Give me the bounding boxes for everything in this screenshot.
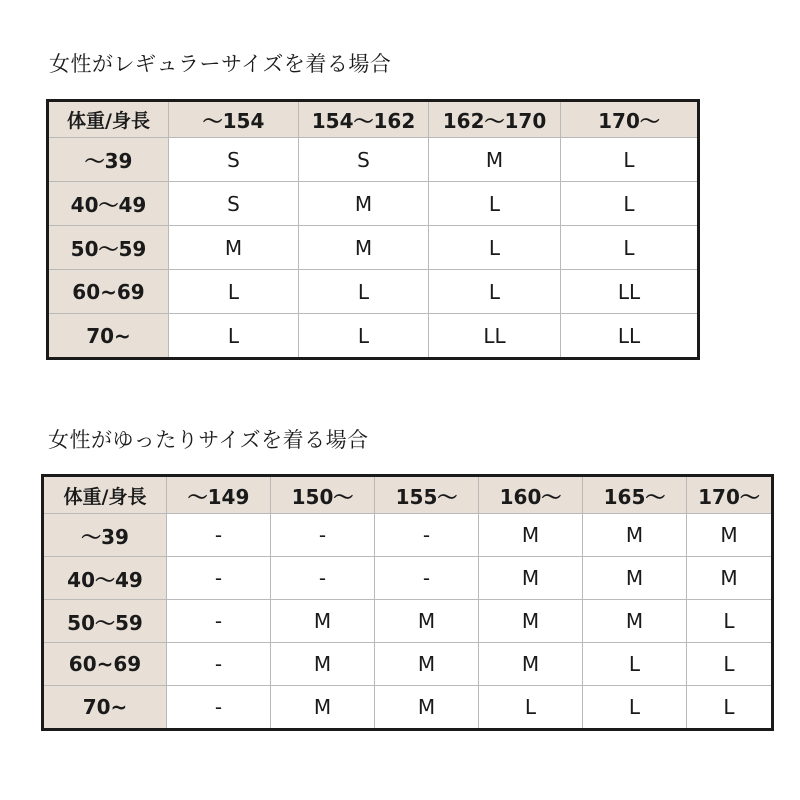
- height-header: 155〜: [375, 476, 479, 514]
- size-cell: -: [271, 557, 375, 600]
- table-row: [43, 643, 773, 686]
- size-cell: L: [429, 182, 561, 226]
- table-row: [43, 686, 773, 730]
- table-row: [48, 314, 699, 359]
- size-cell: M: [687, 514, 773, 557]
- size-cell: L: [687, 643, 773, 686]
- weight-label: 60~69: [48, 270, 169, 314]
- size-cell: L: [583, 643, 687, 686]
- table-row: [48, 226, 699, 270]
- height-header: 160〜: [479, 476, 583, 514]
- size-cell: -: [167, 686, 271, 730]
- size-cell: L: [299, 270, 429, 314]
- height-header: 165〜: [583, 476, 687, 514]
- size-cell: LL: [561, 270, 699, 314]
- weight-label: 50〜59: [43, 600, 167, 643]
- weight-label: 40〜49: [43, 557, 167, 600]
- size-cell: M: [375, 600, 479, 643]
- size-cell: L: [429, 270, 561, 314]
- weight-label: 60~69: [43, 643, 167, 686]
- weight-label: 40〜49: [48, 182, 169, 226]
- size-cell: L: [299, 314, 429, 359]
- size-cell: L: [169, 270, 299, 314]
- table-row: [48, 138, 699, 182]
- table-row: [48, 270, 699, 314]
- size-cell: M: [271, 600, 375, 643]
- size-cell: S: [169, 182, 299, 226]
- size-cell: M: [299, 182, 429, 226]
- size-cell: S: [169, 138, 299, 182]
- size-cell: M: [429, 138, 561, 182]
- size-cell: L: [583, 686, 687, 730]
- size-cell: L: [561, 226, 699, 270]
- size-cell: L: [561, 138, 699, 182]
- size-cell: M: [169, 226, 299, 270]
- weight-label: 70~: [43, 686, 167, 730]
- size-cell: L: [169, 314, 299, 359]
- table-row: [43, 514, 773, 557]
- loose-size-table: [41, 474, 774, 731]
- size-cell: -: [271, 514, 375, 557]
- weight-label: 50〜59: [48, 226, 169, 270]
- height-header: 〜149: [167, 476, 271, 514]
- size-cell: M: [299, 226, 429, 270]
- size-cell: LL: [429, 314, 561, 359]
- header-row: [43, 476, 773, 514]
- height-header: 〜154: [169, 101, 299, 138]
- size-cell: M: [583, 600, 687, 643]
- size-cell: -: [167, 514, 271, 557]
- size-cell: -: [167, 600, 271, 643]
- regular-size-table: [46, 99, 700, 360]
- weight-label: 〜39: [43, 514, 167, 557]
- size-cell: M: [687, 557, 773, 600]
- size-cell: M: [583, 514, 687, 557]
- weight-label: 70~: [48, 314, 169, 359]
- loose-size-title: 女性がゆったりサイズを着る場合: [48, 428, 369, 452]
- corner-header: 体重/身長: [48, 101, 169, 138]
- height-header: 170〜: [687, 476, 773, 514]
- size-cell: M: [479, 600, 583, 643]
- size-cell: LL: [561, 314, 699, 359]
- corner-header: 体重/身長: [43, 476, 167, 514]
- size-cell: -: [167, 557, 271, 600]
- size-cell: -: [375, 514, 479, 557]
- size-cell: L: [687, 686, 773, 730]
- size-cell: -: [375, 557, 479, 600]
- size-cell: L: [429, 226, 561, 270]
- weight-label: 〜39: [48, 138, 169, 182]
- size-cell: M: [479, 643, 583, 686]
- table-row: [43, 557, 773, 600]
- table-row: [43, 600, 773, 643]
- height-header: 162〜170: [429, 101, 561, 138]
- size-cell: M: [479, 557, 583, 600]
- size-cell: M: [375, 686, 479, 730]
- size-cell: M: [479, 514, 583, 557]
- height-header: 150〜: [271, 476, 375, 514]
- size-cell: L: [561, 182, 699, 226]
- size-cell: L: [479, 686, 583, 730]
- header-row: [48, 101, 699, 138]
- height-header: 170〜: [561, 101, 699, 138]
- size-cell: L: [687, 600, 773, 643]
- size-cell: S: [299, 138, 429, 182]
- regular-size-title: 女性がレギュラーサイズを着る場合: [49, 52, 392, 76]
- height-header: 154〜162: [299, 101, 429, 138]
- size-cell: M: [271, 686, 375, 730]
- size-cell: M: [271, 643, 375, 686]
- table-row: [48, 182, 699, 226]
- size-cell: M: [375, 643, 479, 686]
- size-cell: M: [583, 557, 687, 600]
- size-cell: -: [167, 643, 271, 686]
